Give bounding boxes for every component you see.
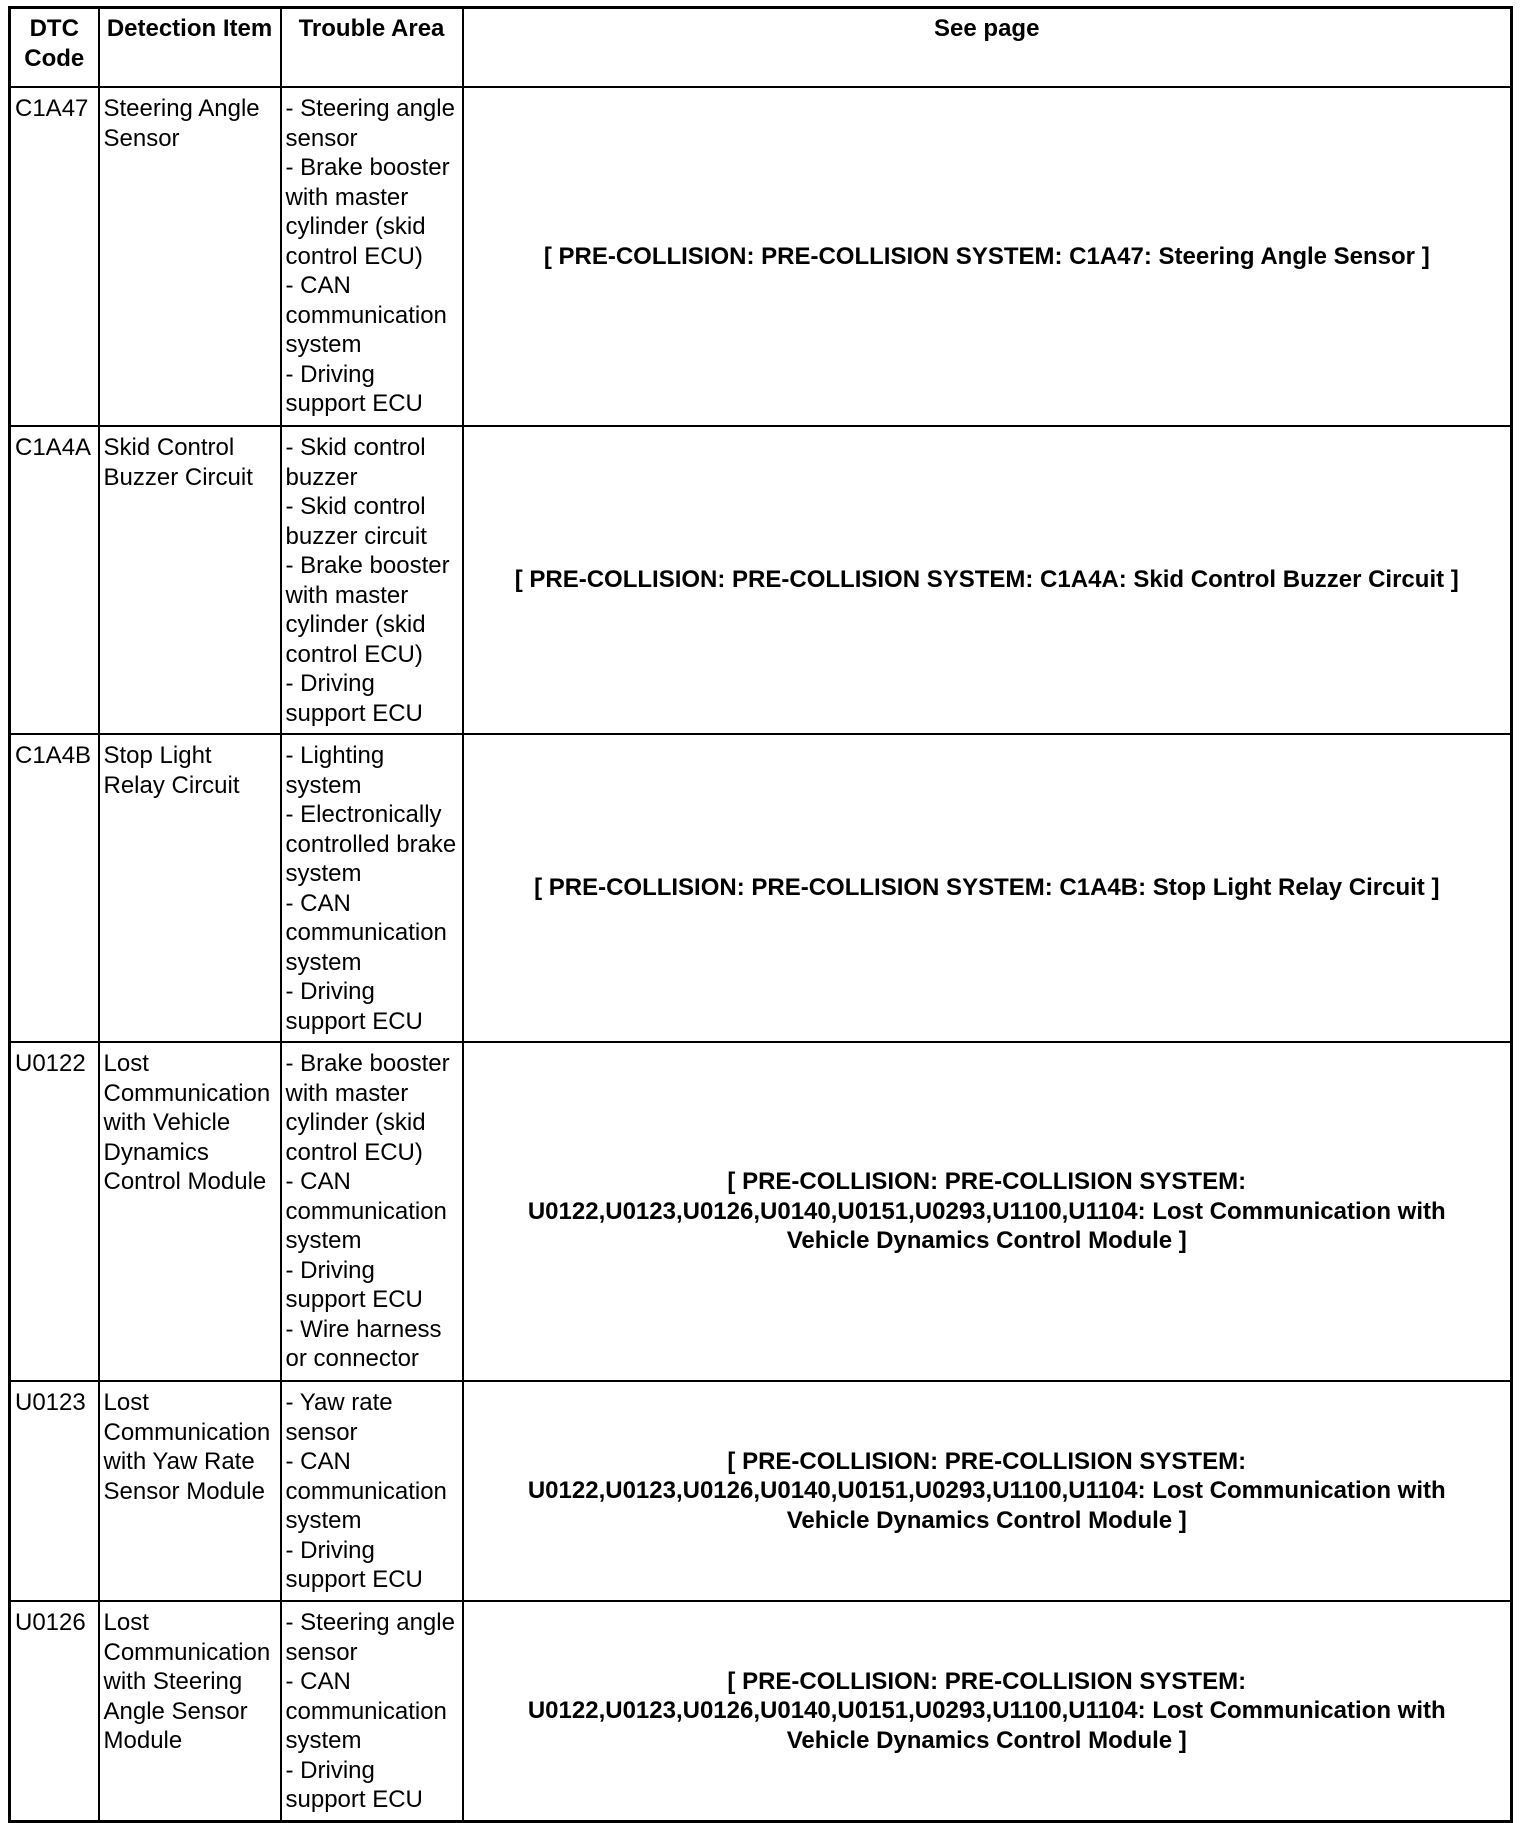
- table-row: [10, 1601, 1512, 1822]
- see-page-link[interactable]: [ PRE-COLLISION: PRE-COLLISION SYSTEM: U0122,U0123,U0126,U0140,U0151,U0293,U1100,U1104: Lost Communication with Vehicle Dynamics Control Module ]: [463, 1042, 1512, 1381]
- see-page-link[interactable]: [ PRE-COLLISION: PRE-COLLISION SYSTEM: U0122,U0123,U0126,U0140,U0151,U0293,U1100,U1104: Lost Communication with Vehicle Dynamics Control Module ]: [463, 1381, 1512, 1601]
- detection-item-cell: Stop Light Relay Circuit: [99, 734, 281, 1042]
- dtc-code-cell: U0126: [10, 1601, 99, 1822]
- trouble-area-line: - Driving support ECU: [285, 670, 423, 727]
- trouble-area-line: - CAN communication system: [285, 1168, 447, 1254]
- trouble-area-cell: [281, 426, 463, 734]
- detection-item-cell: Lost Communication with Yaw Rate Sensor Module: [99, 1381, 281, 1601]
- trouble-area-cell: [281, 87, 463, 426]
- table-row: [10, 1042, 1512, 1381]
- trouble-area-line: - Electronically controlled brake system: [285, 801, 457, 887]
- header-dtc-code: DTC Code: [10, 8, 99, 88]
- table-header: [10, 8, 1512, 88]
- header-see-page: See page: [463, 8, 1512, 88]
- see-page-link[interactable]: [ PRE-COLLISION: PRE-COLLISION SYSTEM: U0122,U0123,U0126,U0140,U0151,U0293,U1100,U1104: Lost Communication with Vehicle Dynamics Control Module ]: [463, 1601, 1512, 1822]
- trouble-area-line: - Driving support ECU: [285, 978, 423, 1035]
- trouble-area-line: - CAN communication system: [285, 1668, 447, 1754]
- header-row: [10, 8, 1512, 88]
- trouble-area-cell: [281, 1042, 463, 1381]
- table-row: [10, 87, 1512, 426]
- trouble-area-line: - Brake booster with master cylinder (skid control ECU): [285, 552, 450, 668]
- trouble-area-line: - Brake booster with master cylinder (skid control ECU): [285, 154, 450, 270]
- trouble-area-line: - Driving support ECU: [285, 1756, 423, 1813]
- dtc-code-cell: C1A47: [10, 87, 99, 426]
- trouble-area-line: - Brake booster with master cylinder (skid control ECU): [285, 1050, 450, 1166]
- trouble-area-cell: [281, 734, 463, 1042]
- trouble-area-line: - CAN communication system: [285, 272, 447, 358]
- detection-item-cell: Steering Angle Sensor: [99, 87, 281, 426]
- trouble-area-line: - Lighting system: [285, 742, 385, 799]
- table-row: [10, 734, 1512, 1042]
- detection-item-cell: Lost Communication with Vehicle Dynamics Control Module: [99, 1042, 281, 1381]
- detection-item-cell: Lost Communication with Steering Angle Sensor Module: [99, 1601, 281, 1822]
- table-body: [10, 87, 1512, 1822]
- dtc-code-cell: C1A4B: [10, 734, 99, 1042]
- header-trouble-area: Trouble Area: [281, 8, 463, 88]
- trouble-area-line: - Skid control buzzer: [285, 434, 426, 491]
- header-detection-item: Detection Item: [99, 8, 281, 88]
- dtc-code-cell: U0123: [10, 1381, 99, 1601]
- see-page-link[interactable]: [ PRE-COLLISION: PRE-COLLISION SYSTEM: C1A4B: Stop Light Relay Circuit ]: [463, 734, 1512, 1042]
- table-row: [10, 426, 1512, 734]
- trouble-area-line: - Driving support ECU: [285, 1256, 423, 1313]
- trouble-area-cell: [281, 1381, 463, 1601]
- trouble-area-line: - CAN communication system: [285, 889, 447, 976]
- trouble-area-cell: [281, 1601, 463, 1822]
- dtc-code-cell: C1A4A: [10, 426, 99, 734]
- table-row: [10, 1381, 1512, 1601]
- dtc-table: [8, 6, 1513, 1823]
- trouble-area-line: - Skid control buzzer circuit: [285, 493, 427, 550]
- detection-item-cell: Skid Control Buzzer Circuit: [99, 426, 281, 734]
- trouble-area-line: - Driving support ECU: [285, 360, 423, 417]
- dtc-code-cell: U0122: [10, 1042, 99, 1381]
- trouble-area-line: - Steering angle sensor: [285, 95, 455, 152]
- see-page-link[interactable]: [ PRE-COLLISION: PRE-COLLISION SYSTEM: C1A47: Steering Angle Sensor ]: [463, 87, 1512, 426]
- trouble-area-line: - Yaw rate sensor: [285, 1389, 393, 1446]
- trouble-area-line: - CAN communication system: [285, 1448, 447, 1534]
- trouble-area-line: - Driving support ECU: [285, 1536, 423, 1593]
- trouble-area-line: - Wire harness or connector: [285, 1315, 442, 1372]
- see-page-link[interactable]: [ PRE-COLLISION: PRE-COLLISION SYSTEM: C1A4A: Skid Control Buzzer Circuit ]: [463, 426, 1512, 734]
- trouble-area-line: - Steering angle sensor: [285, 1609, 455, 1666]
